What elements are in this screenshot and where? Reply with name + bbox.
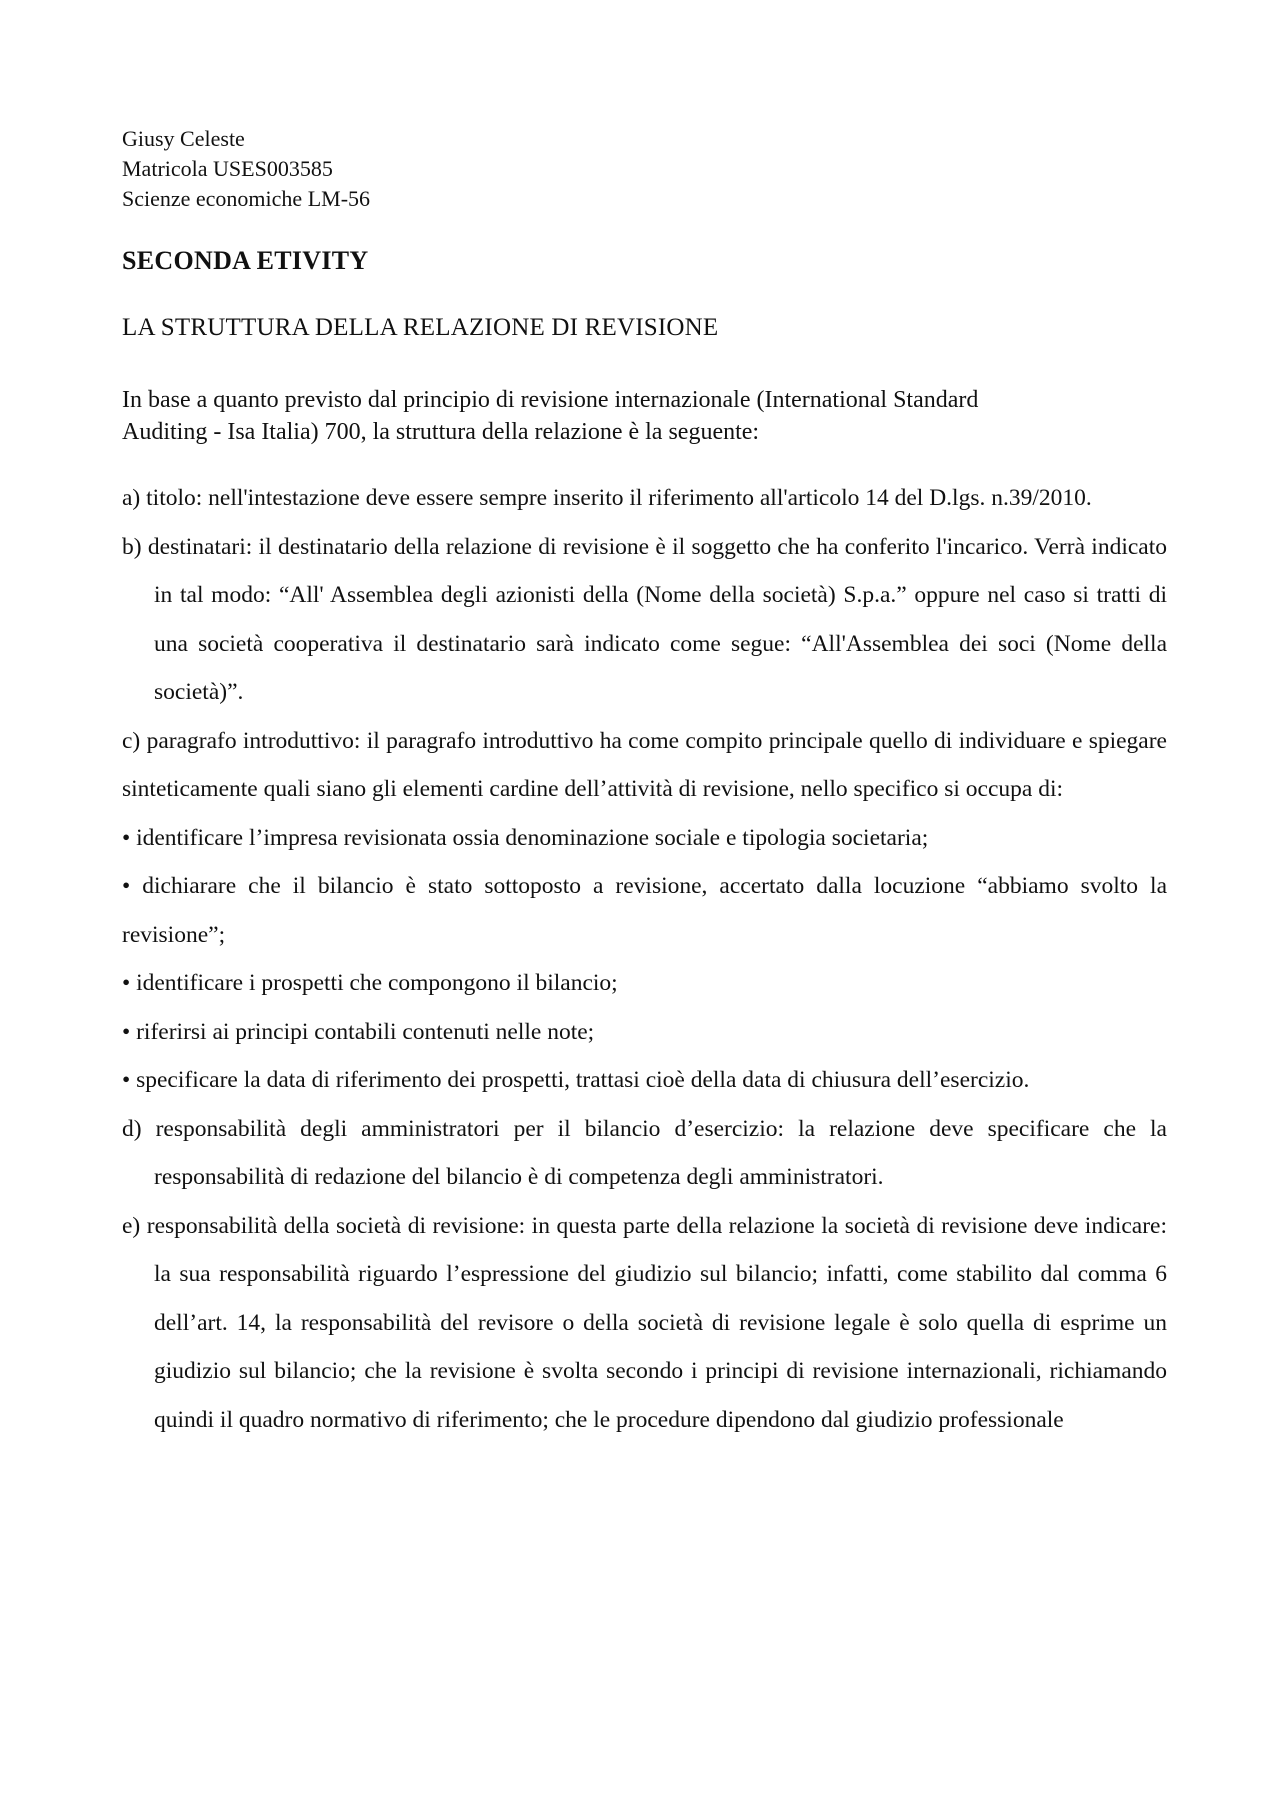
- bullet-item-3: • identificare i prospetti che compongono il bilancio;: [122, 970, 618, 996]
- author-header: [122, 124, 370, 214]
- item-d-responsabilita-amministratori: d) responsabilità degli amministratori per il bilancio d’esercizio: la relazione deve specificare che la responsabilità di redazione del bilancio è di competenza degli amministratori.: [122, 1115, 1167, 1190]
- document-body: [122, 474, 1167, 1444]
- course-name: Scienze economiche LM-56: [122, 186, 371, 211]
- intro-line-2: Auditing - Isa Italia) 700, la struttura della relazione è la seguente:: [122, 419, 760, 445]
- intro-line-1: In base a quanto previsto dal principio di revisione internazionale (International Standard: [122, 387, 979, 413]
- bullet-item-1: • identificare l’impresa revisionata ossia denominazione sociale e tipologia societaria;: [122, 824, 929, 851]
- item-b-destinatari: b) destinatari: il destinatario della relazione di revisione è il soggetto che ha conferito l'incarico. Verrà indicato in tal modo: “All' Assemblea degli azionisti della (Nome della società) S.p.a.” oppure nel caso si tratti di una società cooperativa il destinatario sarà indicato come segue: “All'Assemblea dei soci (Nome della società)”.: [122, 533, 1167, 705]
- intro-paragraph: [122, 384, 1162, 448]
- item-e-responsabilita-revisione: e) responsabilità della società di revisione: in questa parte della relazione la società di revisione deve indicare: la sua responsabilità riguardo l’espressione del giudizio sul bilancio; infatti, come stabilito dal comma 6 dell’art. 14, la responsabilità del revisore o della società di revisione legale è solo quella di esprime un giudizio sul bilancio; che la revisione è svolta secondo i principi di revisione internazionali, richiamando quindi il quadro normativo di riferimento; che le procedure dipendono dal giudizio professionale: [122, 1212, 1167, 1433]
- student-id: Matricola USES003585: [122, 156, 333, 181]
- bullet-item-2: • dichiarare che il bilancio è stato sottoposto a revisione, accertato dalla locuzione “abbiamo svolto la revisione”;: [122, 873, 1167, 948]
- item-c-paragrafo-introduttivo: c) paragrafo introduttivo: il paragrafo introduttivo ha come compito principale quello di individuare e spiegare sinteticamente quali siano gli elementi cardine dell’attività di revisione, nello specifico si occupa di:: [122, 727, 1167, 802]
- bullet-item-4: • riferirsi ai principi contabili contenuti nelle note;: [122, 1018, 595, 1045]
- item-a-titolo: a) titolo: nell'intestazione deve essere sempre inserito il riferimento all'articolo 14 del D.lgs. n.39/2010.: [122, 485, 1092, 511]
- bullet-item-5: • specificare la data di riferimento dei prospetti, trattasi cioè della data di chiusura dell’esercizio.: [122, 1067, 1030, 1093]
- author-name: Giusy Celeste: [122, 126, 245, 151]
- document-title: SECONDA ETIVITY: [122, 246, 369, 275]
- document-subtitle: LA STRUTTURA DELLA RELAZIONE DI REVISIONE: [122, 314, 719, 341]
